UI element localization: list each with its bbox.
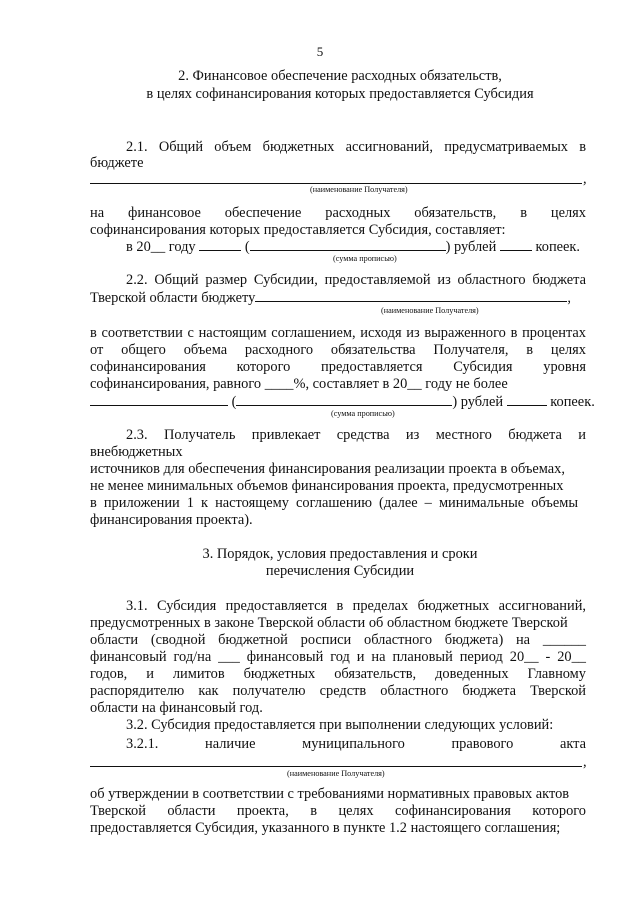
p22-line2 bbox=[90, 289, 571, 306]
kopecks-label: копеек. bbox=[535, 239, 581, 255]
year-label: в 20__ году bbox=[126, 239, 196, 255]
p32-line1: 3.2. Субсидия предоставляется при выполнении следующих условий: bbox=[126, 717, 554, 733]
p32-line4: Тверской области проекта, в целях софинансирования которого bbox=[90, 803, 586, 819]
p21-line3: на финансовое обеспечение расходных обязательств, в целях bbox=[90, 205, 586, 221]
p22-line4: от общего объема расходного обязательства Получателя, в целях bbox=[90, 342, 586, 358]
p23-line2: внебюджетных bbox=[90, 444, 183, 460]
section-2-heading-line2: в целях софинансирования которых предоставляется Субсидия bbox=[146, 86, 534, 102]
p23-line1: 2.3. Получатель привлекает средства из местного бюджета и bbox=[126, 427, 586, 443]
p22-line2-prefix: Тверской области бюджету bbox=[90, 290, 256, 306]
p23-line3: источников для обеспечения финансирования реализации проекта в объемах, bbox=[90, 461, 565, 477]
amount-digits-blank bbox=[90, 393, 228, 406]
recipient-caption: (наименование Получателя) bbox=[381, 306, 479, 315]
p31-line6: распорядителю как получателю средств областного бюджета Тверской bbox=[90, 683, 586, 699]
kopecks-label: копеек. bbox=[550, 394, 595, 410]
p22-amount-line bbox=[90, 393, 595, 410]
amount-digits-blank bbox=[199, 238, 241, 251]
kopecks-blank bbox=[507, 393, 547, 406]
p32-line2: 3.2.1. наличие муниципального правового акта bbox=[126, 736, 586, 752]
section-2-heading-line1: 2. Финансовое обеспечение расходных обязательств, bbox=[178, 68, 502, 84]
p21-line1: 2.1. Общий объем бюджетных ассигнований, предусматриваемых в bbox=[126, 139, 586, 155]
recipient-blank-line bbox=[90, 766, 582, 767]
p31-line7: области на финансовый год. bbox=[90, 700, 263, 716]
p31-line5: годов, и лимитов бюджетных обязательств, доведенных Главному bbox=[90, 666, 586, 682]
rubles-label: ) рублей bbox=[452, 394, 504, 410]
p22-line3: в соответствии с настоящим соглашением, исходя из выраженного в процентах bbox=[90, 325, 586, 341]
p22-line6: софинансирования, равного ____%, составляет в 20__ году не более bbox=[90, 376, 508, 392]
section-3-heading-line1: 3. Порядок, условия предоставления и сроки bbox=[202, 546, 478, 562]
amount-words-blank bbox=[236, 393, 452, 406]
p21-line4: софинансирования которых предоставляется Субсидия, составляет: bbox=[90, 222, 506, 238]
amount-caption: (сумма прописью) bbox=[333, 254, 397, 263]
p31-line2: предусмотренных в законе Тверской области об областном бюджете Тверской bbox=[90, 615, 568, 631]
rubles-label: ) рублей bbox=[445, 239, 497, 255]
p21-line2: бюджете bbox=[90, 155, 144, 171]
open-paren: ( bbox=[244, 239, 250, 255]
recipient-caption: (наименование Получателя) bbox=[287, 769, 385, 778]
comma: , bbox=[567, 290, 571, 306]
p31-line4: финансовый год/на ___ финансовый год и на плановый период 20__ - 20__ bbox=[90, 649, 586, 665]
page-number: 5 bbox=[316, 44, 324, 59]
amount-caption: (сумма прописью) bbox=[331, 409, 395, 418]
p22-line5: софинансирования которого предоставляется Субсидия уровня bbox=[90, 359, 586, 375]
p23-line5: в приложении 1 к настоящему соглашению (далее – минимальные объемы bbox=[90, 495, 578, 511]
p32-line3: об утверждении в соответствии с требованиями нормативных правовых актов bbox=[90, 786, 570, 802]
recipient-blank-line bbox=[90, 183, 582, 184]
p22-line1: 2.2. Общий размер Субсидии, предоставляемой из областного бюджета bbox=[126, 272, 586, 288]
amount-words-blank bbox=[250, 238, 446, 251]
p31-line3: области (сводной бюджетной росписи областного бюджета) на ______ bbox=[90, 632, 586, 648]
kopecks-blank bbox=[500, 238, 532, 251]
comma: , bbox=[583, 754, 587, 770]
comma: , bbox=[583, 171, 587, 187]
p32-line5: предоставляется Субсидия, указанного в пункте 1.2 настоящего соглашения; bbox=[90, 820, 561, 836]
p21-amount-line bbox=[126, 238, 580, 255]
p23-line6: финансирования проекта). bbox=[90, 512, 253, 528]
recipient-caption: (наименование Получателя) bbox=[310, 185, 408, 194]
p31-line1: 3.1. Субсидия предоставляется в пределах бюджетных ассигнований, bbox=[126, 598, 586, 614]
section-3-heading-line2: перечисления Субсидии bbox=[265, 563, 415, 579]
open-paren: ( bbox=[231, 394, 237, 410]
recipient-blank bbox=[255, 289, 567, 302]
p23-line4: не менее минимальных объемов финансирования проекта, предусмотренных bbox=[90, 478, 564, 494]
